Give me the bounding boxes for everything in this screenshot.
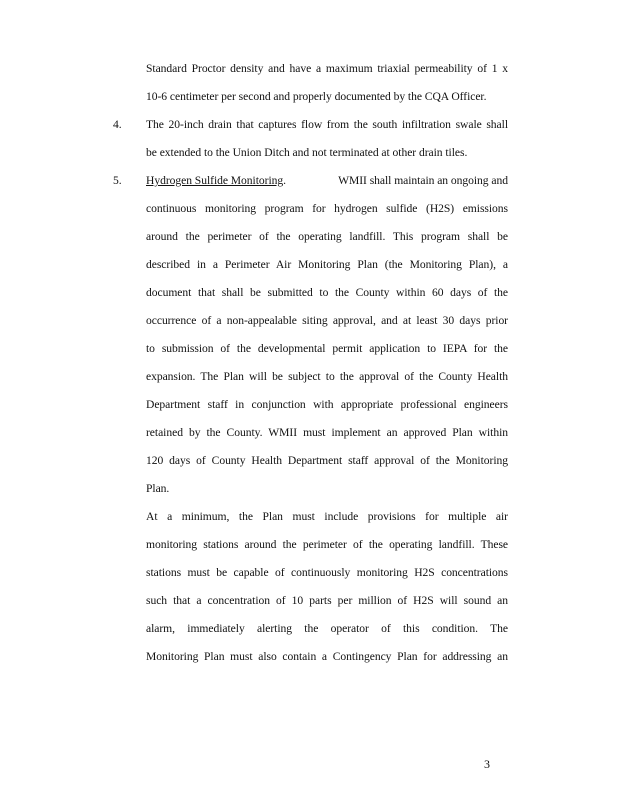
item-5-first-line-rest: WMII shall maintain an ongoing and	[338, 174, 508, 187]
continuation-line-2: 10-6 centimeter per second and properly documented by the CQA Officer.	[146, 90, 487, 103]
paragraph-2-line-3: stations must be capable of continuously monitoring H2S concentrations	[146, 566, 508, 579]
item-5-line-11: 120 days of County Health Department staff approval of the Monitoring	[146, 454, 508, 467]
item-5-heading-group	[146, 174, 286, 188]
page-number: 3	[484, 757, 490, 771]
item-5-line-7: to submission of the developmental permit application to IEPA for the	[146, 342, 508, 355]
item-4-line-2: be extended to the Union Ditch and not terminated at other drain tiles.	[146, 146, 468, 159]
item-5-heading: Hydrogen Sulfide Monitoring	[146, 174, 284, 187]
item-5-line-4: described in a Perimeter Air Monitoring Plan (the Monitoring Plan), a	[146, 258, 508, 271]
item-4-line-1: The 20-inch drain that captures flow from the south infiltration swale shall	[146, 118, 508, 131]
item-5-line-9: Department staff in conjunction with appropriate professional engineers	[146, 398, 508, 411]
paragraph-2-line-4: such that a concentration of 10 parts per million of H2S will sound an	[146, 594, 508, 607]
item-5-heading-suffix: .	[283, 174, 286, 187]
item-5-line-8: expansion. The Plan will be subject to the approval of the County Health	[146, 370, 508, 383]
paragraph-2-line-6: Monitoring Plan must also contain a Contingency Plan for addressing an	[146, 650, 508, 663]
paragraph-2-line-2: monitoring stations around the perimeter of the operating landfill. These	[146, 538, 508, 551]
paragraph-2-line-5: alarm, immediately alerting the operator of this condition. The	[146, 622, 508, 635]
paragraph-2-line-1: At a minimum, the Plan must include provisions for multiple air	[146, 510, 508, 523]
item-5-line-3: around the perimeter of the operating landfill. This program shall be	[146, 230, 508, 243]
item-5-line-12: Plan.	[146, 482, 170, 495]
item-5-line-5: document that shall be submitted to the County within 60 days of the	[146, 286, 508, 299]
item-4-number: 4.	[113, 118, 122, 131]
item-5-first-line	[146, 174, 508, 188]
item-5-line-10: retained by the County. WMII must implement an approved Plan within	[146, 426, 508, 439]
item-5-line-6: occurrence of a non-appealable siting approval, and at least 30 days prior	[146, 314, 508, 327]
item-5-line-2: continuous monitoring program for hydrogen sulfide (H2S) emissions	[146, 202, 508, 215]
continuation-line-1: Standard Proctor density and have a maximum triaxial permeability of 1 x	[146, 62, 508, 75]
item-5-number: 5.	[113, 174, 122, 187]
